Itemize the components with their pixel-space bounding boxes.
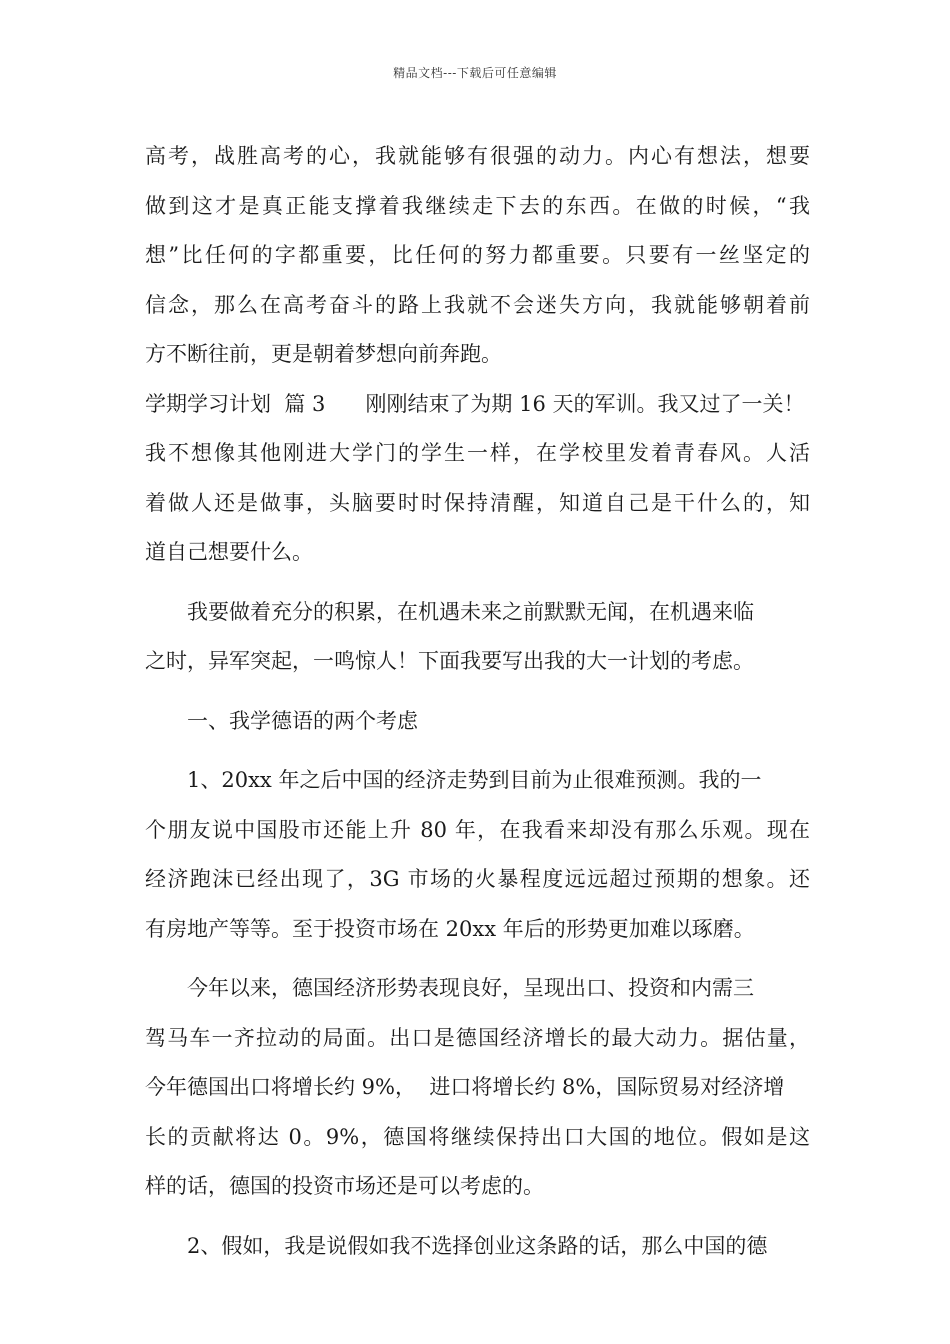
text-line: 有房地产等等。至于投资市场在 20xx 年后的形势更加难以琢磨。	[145, 916, 755, 941]
text-line: 1、20xx 年之后中国的经济走势到目前为止很难预测。我的一	[187, 768, 762, 792]
text-line: 今年德国出口将增长约 9%， 进口将增长约 8%，国际贸易对经济增	[145, 1075, 785, 1099]
text-line: 驾马车一齐拉动的局面。出口是德国经济增长的最大动力。据估量，	[145, 1025, 810, 1050]
page-header: 精品文档---下载后可任意编辑	[393, 66, 557, 80]
text-line: 经济跑沫已经出现了，3G 市场的火暴程度远远超过预期的想象。还	[145, 867, 810, 891]
text-line: 信念，那么在高考奋斗的路上我就不会迷失方向，我就能够朝着前	[145, 292, 810, 317]
text-line: 之时，异军突起，一鸣惊人！下面我要写出我的大一计划的考虑。	[145, 649, 754, 673]
text-line: 我不想像其他刚进大学门的学生一样，在学校里发着青春风。人活	[145, 441, 810, 465]
text-line: 今年以来，德国经济形势表现良好，呈现出口、投资和内需三	[187, 976, 754, 1000]
text-line: 做到这才是真正能支撑着我继续走下去的东西。在做的时候，“我	[145, 193, 810, 218]
text-line: 2、假如，我是说假如我不选择创业这条路的话，那么中国的德	[187, 1233, 768, 1258]
text-line: 我要做着充分的积累，在机遇未来之前默默无闻，在机遇来临	[187, 599, 754, 624]
text-line: 长的贡献将达 0。9%，德国将继续保持出口大国的地位。假如是这	[145, 1124, 810, 1149]
text-line: 高考，战胜高考的心，我就能够有很强的动力。内心有想法，想要	[145, 144, 810, 168]
section-heading-line: 学期学习计划 篇 3 刚刚结束了为期 16 天的军训。我又过了一关！	[145, 391, 805, 416]
body-text	[145, 132, 810, 1271]
text-line: 个朋友说中国股市还能上升 80 年，在我看来却没有那么乐观。现在	[145, 817, 810, 842]
text-line: 着做人还是做事，头脑要时时保持清醒，知道自己是干什么的，知	[145, 490, 810, 515]
text-line: 道自己想要什么。	[145, 540, 313, 564]
text-line: 样的话，德国的投资市场还是可以考虑的。	[145, 1174, 544, 1198]
subheading-line: 一、我学德语的两个考虑	[187, 708, 418, 733]
text-line: 想”比任何的字都重要，比任何的努力都重要。只要有一丝坚定的	[145, 243, 810, 267]
text-line: 方不断往前，更是朝着梦想向前奔跑。	[145, 342, 502, 366]
